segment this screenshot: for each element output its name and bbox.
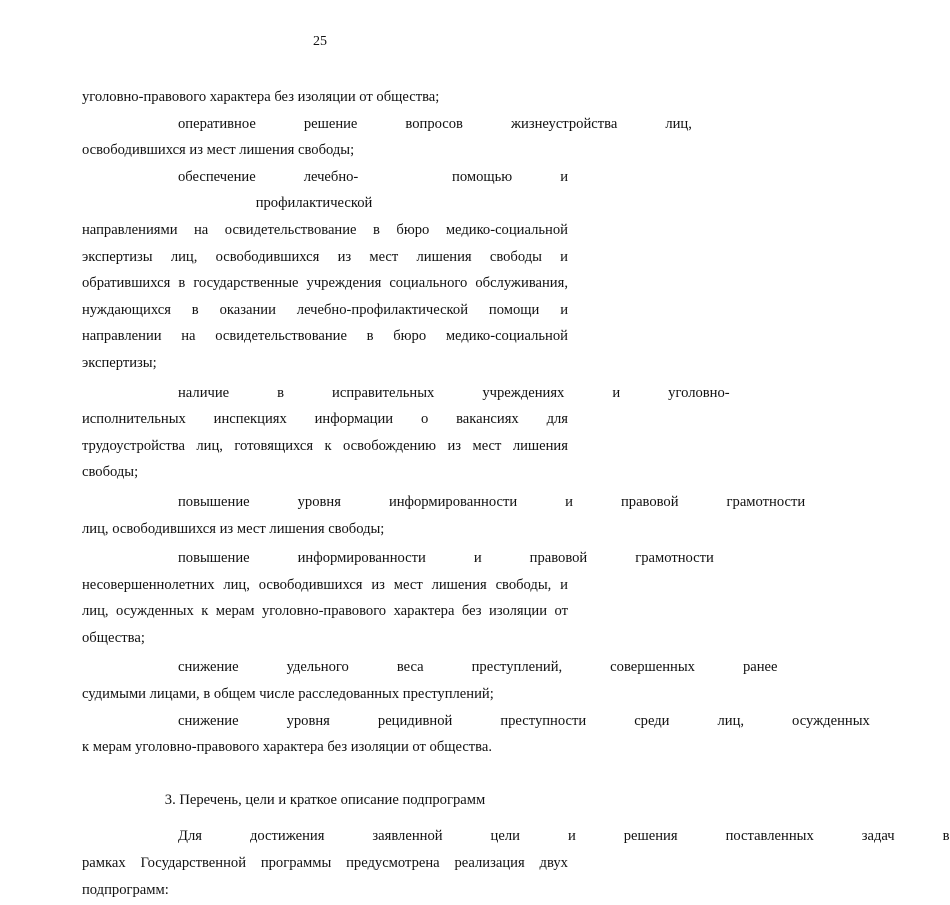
text-line-justified xyxy=(82,598,568,625)
word: мест xyxy=(472,437,502,454)
text-line: освободившихся из мест лишения свободы; xyxy=(82,142,355,159)
word: информированности xyxy=(388,493,518,510)
word: направлениями xyxy=(82,221,178,238)
word: лиц, xyxy=(196,437,223,454)
word: и xyxy=(567,828,576,845)
word: в xyxy=(277,384,285,401)
word: реализация xyxy=(454,855,525,872)
body-text xyxy=(82,84,950,903)
text-line: к мерам уголовно-правового характера без изоляции от общества. xyxy=(82,739,493,756)
word: преступности xyxy=(500,712,587,729)
word: совершенных xyxy=(610,659,695,676)
word: свободы, xyxy=(495,576,552,593)
word: уровня xyxy=(286,712,330,729)
word: и xyxy=(565,493,573,510)
word: информированности xyxy=(297,550,426,567)
word: в xyxy=(942,828,950,845)
word: социального xyxy=(389,275,468,292)
word: снижение xyxy=(178,712,239,729)
word: лиц, xyxy=(82,603,109,620)
word: освободившихся xyxy=(258,576,363,593)
word: задач xyxy=(861,828,895,845)
word: мест xyxy=(393,576,423,593)
word: исправительных xyxy=(332,384,435,401)
text-line-justified xyxy=(82,823,950,850)
word: рецидивной xyxy=(377,712,453,729)
word: и xyxy=(560,248,568,265)
word: повышение xyxy=(178,550,250,567)
word: освидетельствование xyxy=(215,328,347,345)
word: веса xyxy=(396,659,424,676)
text-line: уголовно-правового характера без изоляции от общества; xyxy=(82,89,440,105)
paragraph-7 xyxy=(82,654,778,707)
word: лечебно-профилактической xyxy=(296,301,469,318)
word: из xyxy=(371,576,385,593)
word: Для xyxy=(178,828,202,845)
paragraph-4 xyxy=(82,380,730,486)
text-line: лиц, освободившихся из мест лишения свободы; xyxy=(82,520,385,537)
word: программы xyxy=(260,855,332,872)
word: мерам xyxy=(215,603,255,620)
word: без xyxy=(461,603,482,620)
word: в xyxy=(191,301,199,318)
word: в xyxy=(178,275,186,292)
word: лиц, xyxy=(223,576,250,593)
word: обратившихся xyxy=(82,275,171,292)
word: нуждающихся xyxy=(82,301,171,318)
word: из xyxy=(447,437,462,454)
word: и xyxy=(473,550,482,567)
word: решение xyxy=(303,115,358,132)
text-line-justified xyxy=(82,217,568,244)
text-line-justified xyxy=(82,850,568,877)
word: лечебно-профилактической xyxy=(255,168,373,212)
word: обслуживания, xyxy=(475,275,568,292)
word: уголовно- xyxy=(668,384,730,401)
word: к xyxy=(324,437,332,454)
word: изоляции xyxy=(489,603,548,620)
text-line-justified xyxy=(82,323,568,350)
word: уголовно-правового xyxy=(261,603,387,620)
word: на xyxy=(194,221,209,238)
word: учреждения xyxy=(306,275,382,292)
paragraph-1 xyxy=(82,84,568,111)
word: оказании xyxy=(219,301,276,318)
text-line: свободы; xyxy=(82,464,139,481)
word: мест xyxy=(369,248,399,265)
text-line-justified xyxy=(82,572,568,599)
word: экспертизы xyxy=(82,248,153,265)
word: освобождению xyxy=(342,437,437,454)
word: инспекциях xyxy=(213,411,287,428)
word: осужденных xyxy=(792,712,870,729)
word: осужденных xyxy=(116,603,194,620)
word: свободы xyxy=(489,248,542,265)
word: бюро xyxy=(393,328,427,345)
word: правовой xyxy=(529,550,588,567)
word: лиц, xyxy=(717,712,745,729)
word: и xyxy=(560,168,568,185)
word: и xyxy=(612,384,621,401)
text-line: экспертизы; xyxy=(82,354,157,371)
word: вопросов xyxy=(405,115,463,132)
word: и xyxy=(560,576,568,593)
word: решения xyxy=(623,828,678,845)
text-line-justified xyxy=(82,270,568,297)
word: рамках xyxy=(82,855,126,872)
closing-paragraph xyxy=(82,823,950,903)
word: среди xyxy=(634,712,670,729)
word: лишения xyxy=(431,576,487,593)
word: лишения xyxy=(416,248,472,265)
paragraph-3 xyxy=(82,164,568,377)
word: ранее xyxy=(742,659,778,676)
word: обеспечение xyxy=(178,168,256,185)
word: вакансиях xyxy=(456,411,519,428)
text-line-justified xyxy=(82,164,568,217)
text-line-justified xyxy=(82,380,730,407)
word: помощи xyxy=(488,301,540,318)
section-heading: 3. Перечень, цели и краткое описание подпрограмм xyxy=(164,791,486,808)
word: правовой xyxy=(620,493,679,510)
text-line-justified xyxy=(82,111,692,138)
word: от xyxy=(554,603,568,620)
word: поставленных xyxy=(725,828,814,845)
word: освободившихся xyxy=(215,248,320,265)
word: освидетельствование xyxy=(224,221,357,238)
text-line-justified xyxy=(82,489,806,516)
word: предусмотрена xyxy=(346,855,440,872)
paragraph-5 xyxy=(82,489,806,542)
word: для xyxy=(546,411,568,428)
word: лиц, xyxy=(665,115,692,132)
word: повышение xyxy=(178,493,250,510)
word: снижение xyxy=(178,659,239,676)
word: информации xyxy=(314,411,394,428)
word: уровня xyxy=(297,493,341,510)
word: удельного xyxy=(286,659,349,676)
word: на xyxy=(181,328,196,345)
paragraph-8 xyxy=(82,708,870,761)
word: медико-социальной xyxy=(445,328,568,345)
text-line-justified xyxy=(82,545,714,572)
word: из xyxy=(337,248,352,265)
word: готовящихся xyxy=(234,437,314,454)
paragraph-6 xyxy=(82,545,714,651)
text-line: судимыми лицами, в общем числе расследованных преступлений; xyxy=(82,686,494,703)
text-line-justified xyxy=(82,406,568,433)
word: помощью xyxy=(452,168,513,185)
word: учреждениях xyxy=(482,384,565,401)
word: лишения xyxy=(512,437,568,454)
word: жизнеустройства xyxy=(510,115,618,132)
word: исполнительных xyxy=(82,411,186,428)
word: характера xyxy=(393,603,455,620)
word: лиц, xyxy=(170,248,198,265)
word: медико-социальной xyxy=(445,221,568,238)
text-line-justified xyxy=(82,244,568,271)
word: направлении xyxy=(82,328,162,345)
word: грамотности xyxy=(635,550,714,567)
word: достижения xyxy=(249,828,325,845)
page-number: 25 xyxy=(313,34,327,49)
word: трудоустройства xyxy=(82,437,185,454)
word: несовершеннолетних xyxy=(82,576,215,593)
word: бюро xyxy=(396,221,430,238)
word: грамотности xyxy=(726,493,806,510)
paragraph-2 xyxy=(82,111,692,164)
word: двух xyxy=(539,855,568,872)
text-line-justified xyxy=(82,654,778,681)
word: государственные xyxy=(193,275,299,292)
word: и xyxy=(560,301,568,318)
word: к xyxy=(201,603,209,620)
text-line: общества; xyxy=(82,629,145,646)
word: в xyxy=(373,221,380,238)
text-line: подпрограмм: xyxy=(82,881,169,898)
word: цели xyxy=(490,828,520,845)
word: Государственной xyxy=(140,855,247,872)
text-line-justified xyxy=(82,433,568,460)
word: оперативное xyxy=(178,115,256,132)
word: наличие xyxy=(178,384,230,401)
word: в xyxy=(366,328,374,345)
word: преступлений, xyxy=(471,659,563,676)
text-line-justified xyxy=(82,297,568,324)
word: заявленной xyxy=(372,828,443,845)
text-line-justified xyxy=(82,708,870,735)
word: о xyxy=(420,411,429,428)
